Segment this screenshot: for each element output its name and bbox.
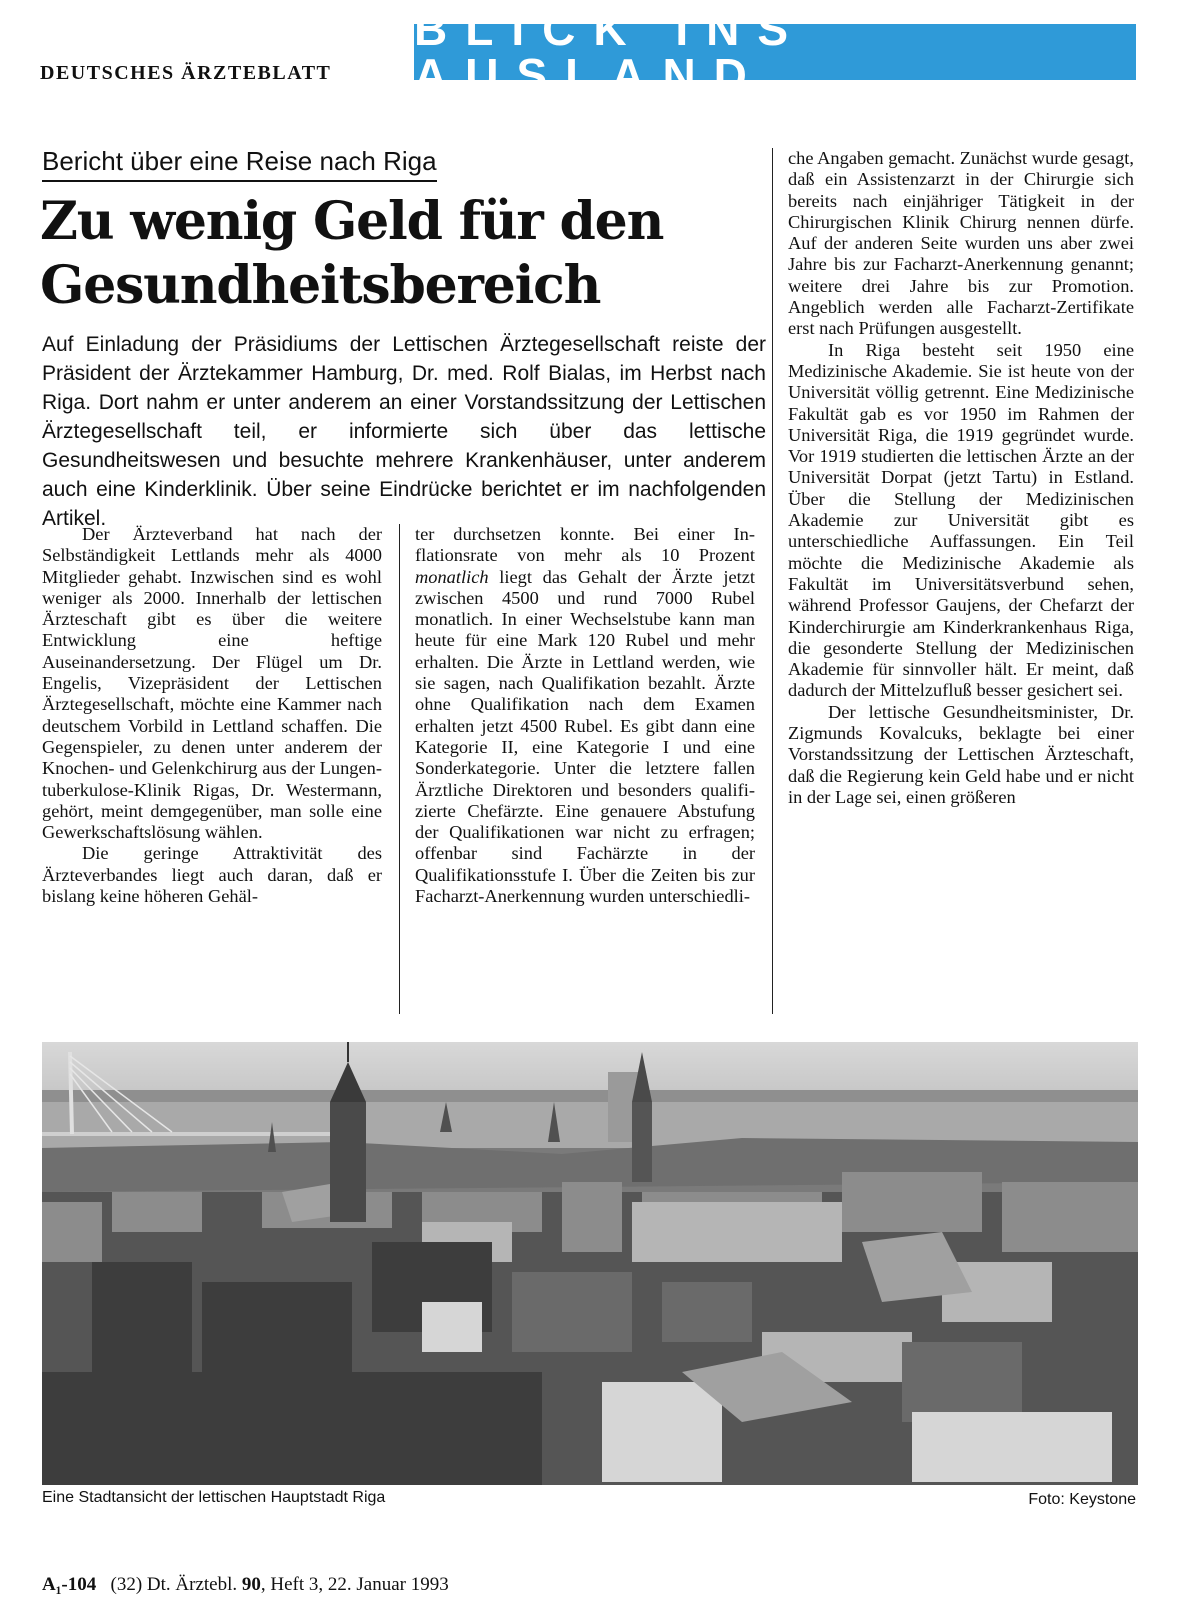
article-headline: Zu wenig Geld für den Gesundheitsbereich [40,191,664,316]
body-column-3 [788,148,1134,808]
photo-caption: Eine Stadtansicht der lettischen Hauptstadt Riga [42,1489,386,1506]
body-text: liegt das Gehalt der Ärzte jetzt zwischen 4500 und rund 7000 Rubel monatlich. In einer Wechselstube kann man heute für eine Mark 120 Rubel und mehr erhalten. Die Ärzte in Lettland werden, wie sie sagen, nach Qualifikation bezahlt. Ärzte ohne Qualifikation nach dem Examen erhalten jetzt 4500 Rubel. Es gibt dann eine Kategorie II, eine Kategorie I und eine Sonderkategorie. Unter die letztere fallen Ärztliche Direktoren und besonders qualifizierte Chefärzte. Eine genauere Abstufung der Qualifikationen war nicht zu erfragen; offenbar sind Fachärzte in der Qualifikationsstufe I. Über die Zeiten bis zur Facharzt-Anerkennung wurden unterschiedli- [415,566,755,907]
page-number: A₁-104 [42,1574,97,1595]
body-text: ter durchsetzen konnte. Bei einer Inflationsrate von mehr als 10 Prozent [415,524,755,566]
body-column-1 [42,524,382,907]
section-banner: BLICK INS AUSLAND [414,24,1136,80]
article-lead: Auf Einladung der Präsidiums der Lettischen Ärztegesellschaft reiste der Präsident der Ärztekammer Hamburg, Dr. med. Rolf Bialas, im Herbst nach Riga. Dort nahm er unter anderem an einer Vorstandssitzung der Lettischen Ärztegesellschaft teil, er informierte sich über das lettische Gesundheitswesen und besuchte mehrere Krankenhäuser, unter anderem auch eine Kinderklinik. Über seine Eindrücke berichtet er im nachfolgenden Artikel. [42,333,766,530]
article-kicker: Bericht über eine Reise nach Riga [42,146,437,182]
photo-credit: Foto: Keystone [1028,1491,1136,1508]
column-rule [399,524,400,1014]
body-paragraph [415,524,755,907]
body-paragraph: Der lettische Gesundheitsminister, Dr. Zigmunds Kovalcuks, beklagte bei einer Vorstandssitzung der Lettischen Ärzteschaft, daß die Regierung kein Geld habe und er nicht in der Lage sei, einen größeren [788,701,1134,807]
body-paragraph: In Riga besteht seit 1950 eine Medizinische Akademie. Sie ist heute von der Universität völlig getrennt. Eine Medizinische Fakultät gab es vor 1950 im Rahmen der Universität Riga, die 1919 gegründet wurde. Vor 1919 studierten die lettischen Ärzte an der Universität Dorpat (jetzt Tartu) in Estland. Über die Stellung der Medizinischen Akademie zur Universität gibt es unterschiedliche Auffassungen. Ein Teil möchte die Medizinische Akademie als Fakultät im Universitätsverbund sehen, während Professor Gaujens, der Chefarzt der Kinderchirurgie am Kinderkrankenhaus Riga, die gesonderte Stellung der Medizinischen Akademie für sinnvoller hält. Er meint, daß dadurch der Mittelzufluß besser gesichert sei. [788,339,1134,701]
city-photo [42,1042,1138,1485]
page-footer [42,1574,449,1596]
body-paragraph: Die geringe Attraktivität des Ärzteverbandes liegt auch daran, daß er bislang keine höheren Gehäl- [42,843,382,907]
column-rule [772,148,773,1014]
volume-number: 90 [241,1574,261,1595]
issue-prefix: (32) Dt. Ärztebl. [110,1574,238,1595]
emphasis-text: monatlich [415,566,489,587]
body-column-2 [415,524,755,907]
body-paragraph: che Angaben gemacht. Zunächst wurde gesagt, daß ein Assistenzarzt in der Chirurgie sich bereits nach einjähriger Tätigkeit in der Chirurgischen Klinik Chirurg nennen dürfe. Auf der anderen Seite wurden uns aber zwei Jahre bis zur Facharzt-Anerkennung genannt; weitere drei Jahre bis zur Promotion. Angeblich werden alle Facharzt-Zertifikate erst nach Prüfungen ausgestellt. [788,148,1134,339]
journal-name: DEUTSCHES ÄRZTEBLATT [40,62,332,84]
body-paragraph: Der Ärzteverband hat nach der Selbständigkeit Lettlands mehr als 4000 Mitglieder gehabt. Inzwischen sind es wohl weniger als 2000. Innerhalb der lettischen Ärzteschaft gibt es über die weitere Entwicklung eine heftige Auseinandersetzung. Der Flügel um Dr. Engelis, Vizepräsident der Lettischen Ärztegesellschaft, möchte eine Kammer nach deutschem Vorbild in Lettland schaffen. Die Gegenspieler, zu denen unter anderem der Knochen- und Gelenkchirurg aus der Lungentuberkulose-Klinik Rigas, Dr. Westermann, gehört, meint demgegenüber, man solle eine Gewerkschaftslösung wählen. [42,524,382,843]
issue-suffix: , Heft 3, 22. Januar 1993 [260,1574,449,1595]
